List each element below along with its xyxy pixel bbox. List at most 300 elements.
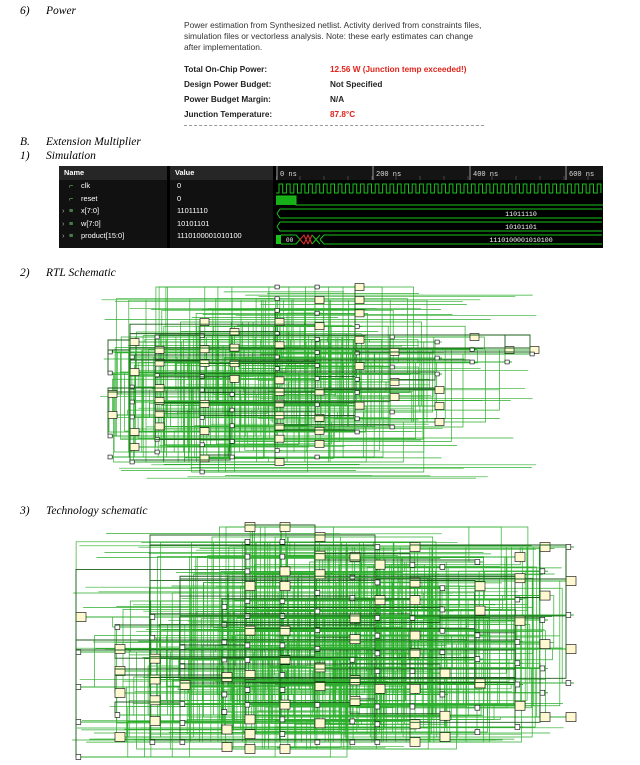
logic-cell [515,701,525,710]
signal-name: reset [81,193,98,203]
section-number: B. [20,136,30,148]
power-value: 87.8°C [330,110,356,119]
logic-cell [280,582,290,591]
time-label: 400 ns [473,171,499,179]
x-value-label: 11011110 [505,211,537,218]
logic-cell [130,400,134,404]
section-number: 1) [20,150,30,162]
section-heading-simulation [20,150,96,162]
power-row [184,92,467,107]
logic-cell [275,424,284,431]
reset-waveform [276,196,603,205]
logic-cell [315,337,319,341]
logic-cell [470,360,474,364]
logic-cell [155,450,159,454]
logic-cell [280,567,290,576]
logic-cell [440,692,445,697]
logic-cell [315,551,325,560]
logic-cell [280,673,285,678]
wire-icon: ⌐ [69,183,74,190]
w-bus [277,222,602,231]
time-ruler [276,166,603,180]
logic-cell [245,554,250,559]
logic-cell [475,657,480,662]
logic-cell [200,428,209,435]
logic-cell [200,388,204,392]
logic-cell [475,705,480,710]
logic-cell [475,560,480,565]
logic-cell [390,365,394,369]
signal-name: x[7:0] [81,206,100,216]
logic-cell [355,297,364,304]
x-bus [277,209,602,218]
bus-icon: ≡ [69,220,74,228]
logic-cell [108,455,112,459]
signal-value: 11011110 [177,206,208,216]
logic-cell [540,591,550,600]
logic-cell [410,738,420,747]
logic-cell [275,355,279,359]
logic-cell [540,617,545,622]
logic-cell [245,643,250,648]
logic-cell [530,352,534,356]
signal-value: 1110100001010100 [177,231,242,241]
logic-cell [200,416,204,420]
wire-icon: ⌐ [69,195,74,203]
logic-cell [230,375,239,382]
wire [253,547,540,660]
logic-cell [515,574,525,583]
logic-cell [350,696,360,705]
technology-schematic-diagram [70,515,590,763]
logic-cell [275,308,279,312]
logic-cell [355,391,359,395]
logic-cell [150,615,155,620]
logic-cell [375,580,380,585]
logic-cell [435,387,444,394]
logic-cell [355,325,359,329]
logic-cell [130,429,139,436]
wire [123,666,180,715]
logic-cell [230,424,234,428]
wire [435,350,537,422]
logic-cell [130,444,139,451]
logic-cell [515,640,520,645]
clk-waveform [276,184,601,193]
logic-cell [200,334,204,338]
signal-row[interactable] [59,205,167,218]
product-value-label: 1110100001010100 [489,237,553,244]
expand-chevron-icon[interactable]: › [62,206,65,216]
logic-cell [315,311,319,315]
logic-cell [375,704,380,709]
logic-cell [275,297,279,301]
logic-cell [275,367,279,371]
logic-cell [435,419,444,426]
logic-cell [315,427,324,434]
name-column-header: Name [59,166,167,180]
logic-cell [150,675,160,684]
signal-name: w[7:0] [81,218,101,228]
logic-cell [222,743,232,752]
logic-cell [350,719,355,724]
product-start-label: 00 [286,237,294,244]
w-value-label: 10101101 [505,224,537,231]
signal-value: 0 [177,181,182,190]
logic-cell [375,560,385,569]
signal-row[interactable] [59,230,167,243]
signal-row[interactable] [59,218,167,231]
logic-cell [155,346,164,353]
logic-cell [390,410,394,414]
logic-cell [515,553,525,562]
value-column-header: Value [170,166,273,180]
logic-cell [566,713,576,722]
logic-cell [245,523,255,532]
logic-cell [390,425,394,429]
section-title: Technology schematic [46,505,148,517]
logic-cell [375,722,380,727]
logic-cell [200,359,209,366]
wire [410,581,574,636]
logic-cell [76,755,81,760]
logic-cell [200,400,209,407]
logic-cell [505,347,514,354]
logic-cell [108,412,117,419]
logic-cell [315,403,319,407]
time-label: 200 ns [376,171,402,179]
logic-cell [230,439,234,443]
logic-cell [315,350,319,354]
logic-cell [245,687,250,692]
logic-cell [275,435,284,442]
logic-cell [180,702,185,707]
time-label: 0 ns [280,171,297,179]
logic-cell [566,681,571,686]
power-label: Total On-Chip Power: [184,65,268,74]
logic-cell [540,690,545,695]
logic-cell [200,470,204,474]
logic-cell [355,284,364,291]
logic-cell [245,745,255,754]
logic-cell [440,733,450,742]
highlighted-net [108,340,130,371]
signal-name: product[15:0] [81,231,125,241]
logic-cell [280,554,285,559]
logic-cell [410,562,415,567]
logic-cell [108,391,117,398]
section-title: Simulation [46,150,96,162]
logic-cell [410,720,420,729]
logic-cell [350,635,360,644]
wire [435,358,442,406]
logic-cell [315,285,319,289]
logic-cell [115,733,125,742]
logic-cell [130,415,134,419]
logic-cell [115,667,125,676]
logic-cell [355,363,364,370]
wire [548,596,566,649]
waveform-area[interactable] [276,166,603,248]
product-start-marker [276,235,281,244]
signal-value: 10101101 [177,218,210,228]
logic-cell [540,569,545,574]
logic-cell [390,394,399,401]
product-bus [312,235,602,244]
logic-cell [315,533,325,542]
logic-cell [315,646,320,651]
logic-cell [280,523,290,532]
power-summary-panel [184,20,484,126]
logic-cell [435,340,439,344]
logic-cell [505,360,509,364]
logic-cell [200,346,209,353]
highlighted-net [315,554,410,563]
wire [158,527,280,617]
wire [397,390,435,397]
signal-value-column [170,166,273,248]
logic-cell [180,721,185,726]
logic-cell [275,377,284,384]
logic-cell [155,423,164,430]
logic-cell [222,673,232,682]
logic-cell [155,335,159,339]
expand-chevron-icon[interactable]: › [62,218,65,228]
logic-cell [115,689,125,698]
logic-cell [108,434,112,438]
highlighted-net [115,615,150,625]
logic-cell [222,692,227,697]
section-heading-power [20,5,76,17]
wire-group [100,287,537,478]
logic-cell [355,310,364,317]
logic-cell [280,717,285,722]
power-label: Power Budget Margin: [184,95,271,104]
logic-cell [200,455,209,462]
logic-cell [115,713,120,718]
logic-cell [435,403,444,410]
logic-cell [540,543,550,552]
logic-cell [280,539,285,544]
logic-cell [440,669,450,678]
product-unknown-segment [300,235,312,244]
signal-name-column [59,166,167,248]
signal-value: 0 [177,193,182,203]
logic-cell [440,565,445,570]
logic-cell [76,685,81,690]
logic-cell [245,715,255,724]
logic-cell [475,606,485,615]
power-value: N/A [330,95,345,104]
power-table [184,62,467,122]
logic-cell [470,334,479,341]
logic-cell [375,651,380,656]
time-label: 600 ns [569,171,595,179]
logic-cell [315,570,325,579]
section-heading-extension [20,136,141,148]
logic-cell [130,369,139,376]
wire [355,350,512,392]
logic-cell [315,323,324,330]
logic-cell [130,460,134,464]
logic-cell [410,704,415,709]
logic-cell [515,725,520,730]
logic-cell [245,539,250,544]
logic-cell [375,633,380,638]
reset-high [276,196,296,205]
wire [483,668,540,707]
logic-cell [355,377,359,381]
power-row [184,107,467,122]
logic-cell [355,336,364,343]
section-title: Power [46,5,77,17]
logic-cell [275,285,279,289]
logic-cell [150,717,160,726]
logic-cell [315,364,319,368]
logic-cell [230,455,234,459]
wire [188,742,280,749]
schematic-netlist [100,284,539,479]
wire [288,537,315,542]
logic-cell [375,684,385,693]
logic-cell [540,640,550,649]
schematic-netlist [72,523,576,760]
logic-cell [245,626,255,635]
logic-cell [475,679,485,688]
logic-cell [315,440,324,447]
logic-cell [440,586,445,591]
logic-cell [280,700,290,709]
logic-cell [540,713,550,722]
section-heading-rtl [20,267,116,279]
logic-cell [130,355,134,359]
logic-cell [315,455,319,459]
logic-cell [280,732,285,737]
section-number: 3) [20,505,30,517]
logic-cell [566,613,571,618]
wire [275,412,397,462]
logic-cell [150,654,160,663]
logic-cell [410,684,420,693]
logic-cell [180,681,190,690]
logic-cell [245,658,250,663]
logic-cell [435,356,439,360]
power-value: 12.56 W (Junction temp exceeded!) [330,65,467,74]
wire [108,336,207,373]
logic-cell [222,605,227,610]
logic-cell [375,596,385,605]
logic-cell [390,335,394,339]
wire [108,410,237,415]
logic-cell [355,430,359,434]
logic-cell [566,577,576,586]
logic-cell [200,443,204,447]
logic-cell [315,388,324,395]
logic-cell [410,596,420,605]
power-value: Not Specified [330,80,383,89]
logic-cell [410,543,420,552]
logic-cell [390,379,399,386]
logic-cell [280,643,285,648]
logic-cell [280,687,285,692]
logic-cell [108,350,112,354]
logic-cell [540,666,545,671]
logic-cell [355,402,364,409]
logic-cell [275,400,284,407]
logic-cell [230,393,234,397]
power-row [184,77,467,92]
logic-cell [355,417,359,421]
power-row [184,62,467,77]
section-number: 2) [20,267,30,279]
logic-cell [410,631,420,640]
logic-cell [315,297,324,304]
logic-cell [475,582,485,591]
logic-cell [155,397,164,404]
logic-cell [275,459,284,466]
logic-cell [150,696,160,705]
power-description: Power estimation from Synthesized netlist. Activity derived from constraints files, simulation files or vectorless analysis. Note: these early estimates can change after implementation. [184,20,482,52]
logic-cell [130,339,139,346]
logic-cell [76,613,86,622]
power-label: Junction Temperature: [184,110,273,119]
logic-cell [108,371,112,375]
logic-cell [315,719,325,728]
waveform-viewer [59,166,603,248]
logic-cell [350,657,355,662]
wire [108,352,115,373]
logic-cell [375,615,380,620]
logic-cell [440,607,445,612]
wire [540,596,548,717]
logic-cell [222,710,227,715]
signal-name: clk [81,181,91,190]
logic-cell [76,720,81,725]
section-title: RTL Schematic [46,267,116,279]
wire [76,652,84,687]
wire [479,635,515,706]
logic-cell [375,545,380,550]
expand-chevron-icon[interactable]: › [62,231,65,241]
logic-cell [275,448,279,452]
logic-cell [245,582,255,591]
power-label: Design Power Budget: [184,80,272,89]
wire [253,717,566,719]
logic-cell [475,730,480,735]
logic-cell [245,569,250,574]
logic-cell [222,725,232,734]
logic-cell [566,645,576,654]
logic-cell [440,711,450,720]
power-divider [184,125,484,126]
signal-row[interactable] [59,193,167,206]
bus-icon: ≡ [69,208,74,216]
logic-cell [315,590,320,595]
rtl-schematic-diagram [100,280,560,490]
logic-cell [315,377,319,381]
wire [158,645,280,700]
logic-cell [280,745,290,754]
logic-cell [350,596,355,601]
logic-cell [566,545,571,550]
signal-row[interactable] [59,180,167,193]
logic-cell [515,682,520,687]
logic-cell [515,661,520,666]
section-title: Extension Multiplier [46,136,141,148]
logic-cell [435,372,439,376]
logic-cell [115,645,125,654]
logic-cell [245,730,255,739]
